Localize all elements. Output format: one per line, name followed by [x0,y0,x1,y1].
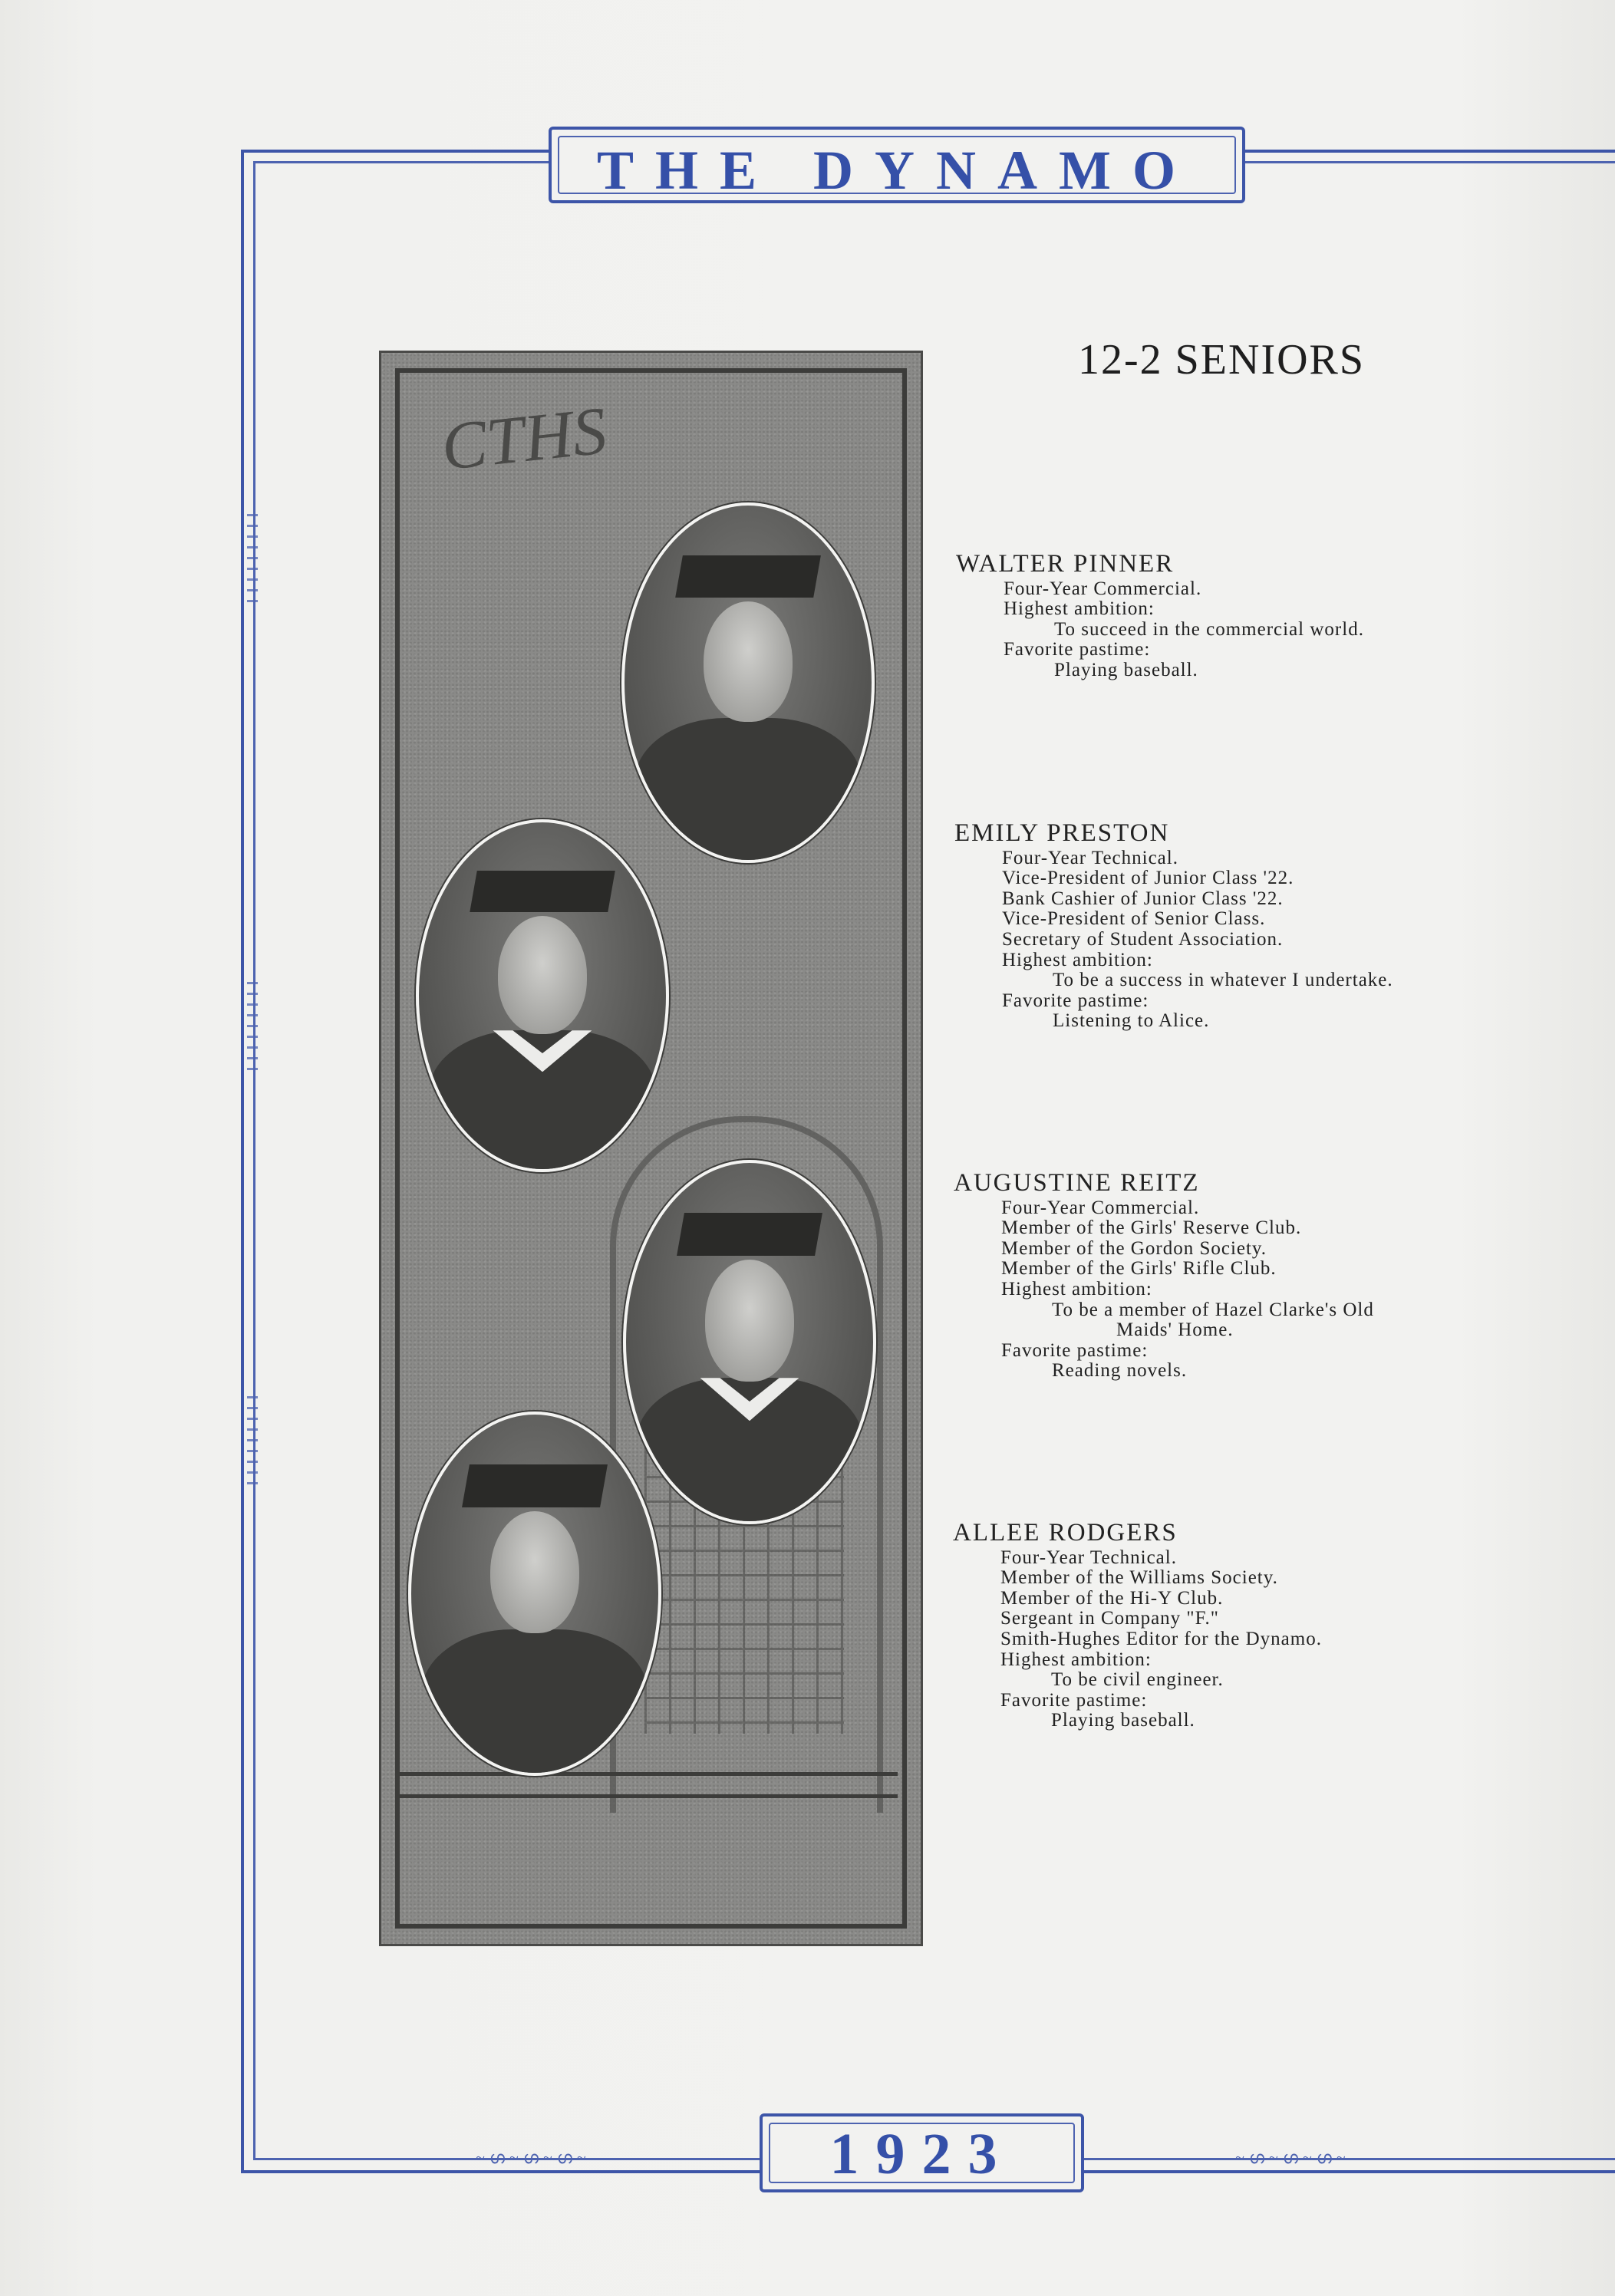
senior-detail-line: Favorite pastime: [1000,1689,1148,1711]
senior-detail-line: Four-Year Technical. [1000,1547,1177,1568]
senior-detail-line: Highest ambition: [1004,598,1155,620]
portrait-augustine-reitz [623,1160,876,1524]
senior-detail-line: Highest ambition: [1001,1278,1152,1300]
senior-detail-line: Vice-President of Junior Class '22. [1002,868,1294,889]
border-ornament [247,514,258,606]
senior-detail-line: Favorite pastime: [1004,639,1151,660]
senior-detail-line: Listening to Alice. [1053,1010,1210,1032]
scroll-ornament-left: ~ഗ~ഗ~ഗ~ [476,2148,591,2167]
senior-entry [954,819,1393,1032]
senior-detail-line: Smith-Hughes Editor for the Dynamo. [1000,1628,1322,1649]
senior-detail-line: Sergeant in Company "F." [1000,1608,1219,1629]
senior-detail-line: Member of the Gordon Society. [1001,1237,1267,1259]
senior-detail-line: Member of the Girls' Rifle Club. [1001,1258,1277,1280]
senior-detail-line: To succeed in the commercial world. [1054,618,1364,640]
senior-entry [953,1519,1322,1731]
senior-name: ALLEE RODGERS [953,1519,1178,1547]
railing-illustration [399,1772,898,1798]
page-heading: 12-2 SENIORS [1078,336,1366,384]
senior-detail-line: Four-Year Commercial. [1004,578,1202,599]
senior-detail-line: Member of the Girls' Reserve Club. [1001,1217,1302,1239]
senior-name: WALTER PINNER [956,550,1175,578]
footer-banner [760,2113,1084,2192]
header-banner [549,127,1245,203]
border-ornament [247,1396,258,1488]
senior-detail-line: Highest ambition: [1000,1649,1152,1670]
senior-detail-line: Favorite pastime: [1002,990,1149,1011]
senior-entry [956,550,1364,681]
portrait-walter-pinner [621,502,875,863]
senior-detail-line: To be a success in whatever I undertake. [1053,970,1393,991]
senior-detail-line: Maids' Home. [1116,1319,1234,1341]
portrait-emily-preston [416,819,669,1172]
year-label: 1923 [829,2122,1014,2186]
border-ornament [247,982,258,1074]
senior-detail-line: Playing baseball. [1054,659,1198,680]
portrait-allee-rodgers [408,1412,661,1776]
senior-detail-line: Vice-President of Senior Class. [1002,908,1266,930]
scroll-ornament-right: ~ഗ~ഗ~ഗ~ [1235,2148,1350,2167]
senior-detail-line: To be civil engineer. [1051,1669,1224,1691]
senior-detail-line: Reading novels. [1052,1360,1188,1382]
senior-name: EMILY PRESTON [954,819,1170,847]
senior-detail-line: Highest ambition: [1002,949,1153,970]
publication-title: THE DYNAMO [597,140,1197,201]
senior-detail-line: Member of the Hi-Y Club. [1000,1587,1224,1609]
senior-name: AUGUSTINE REITZ [954,1169,1200,1197]
senior-detail-line: Member of the Williams Society. [1000,1567,1278,1589]
senior-detail-line: Secretary of Student Association. [1002,928,1284,950]
senior-detail-line: Favorite pastime: [1001,1339,1149,1361]
senior-entry [954,1169,1374,1382]
school-monogram: CTHS [437,394,611,486]
senior-detail-line: Four-Year Technical. [1002,847,1178,868]
senior-detail-line: Bank Cashier of Junior Class '22. [1002,888,1284,909]
senior-detail-line: Four-Year Commercial. [1001,1197,1200,1218]
senior-detail-line: To be a member of Hazel Clarke's Old [1052,1299,1374,1320]
senior-detail-line: Playing baseball. [1051,1710,1195,1731]
